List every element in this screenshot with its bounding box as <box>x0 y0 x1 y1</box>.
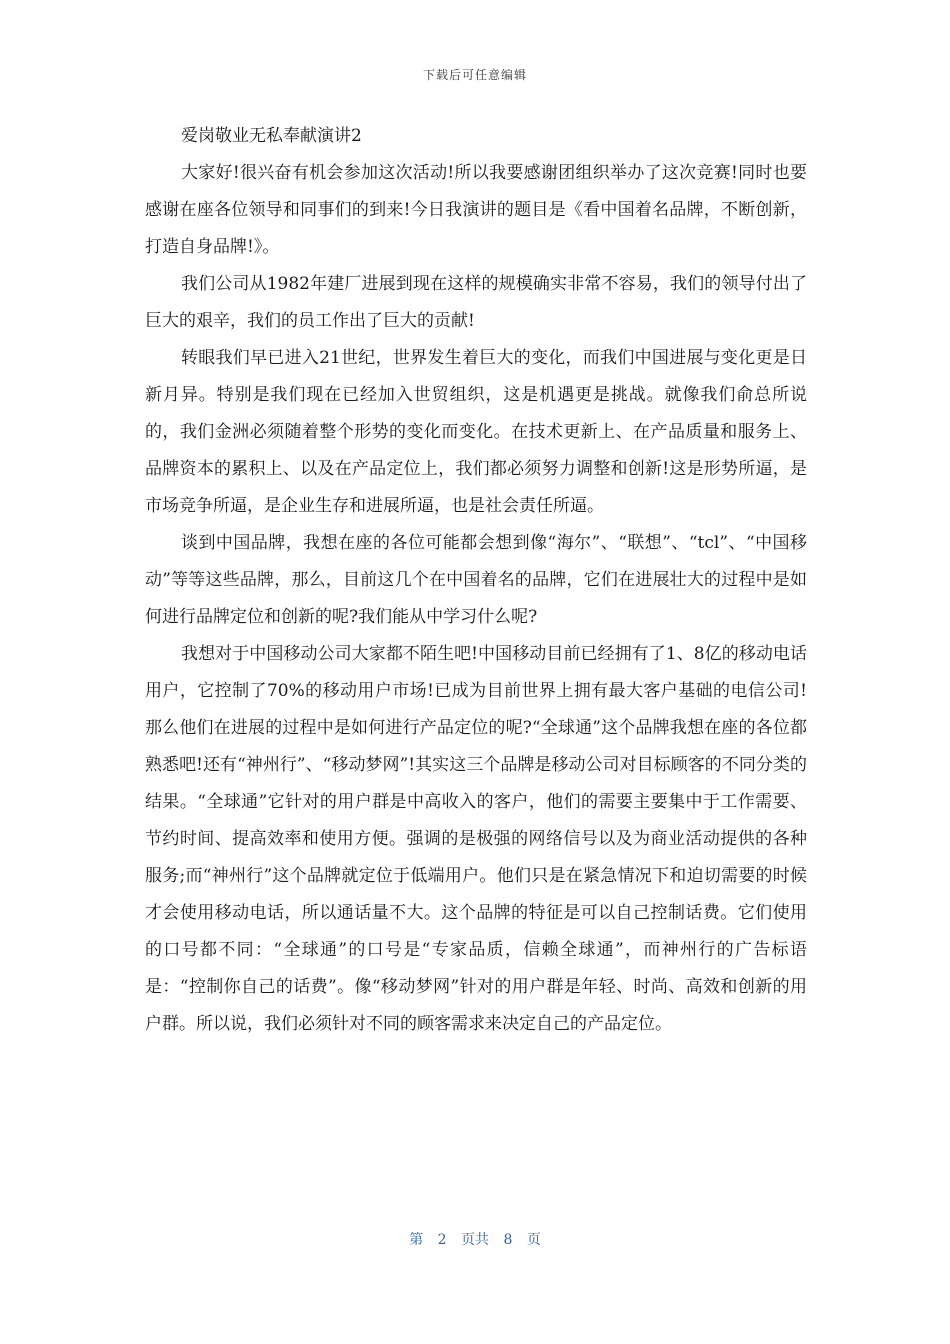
paragraph-1: 大家好!很兴奋有机会参加这次活动!所以我要感谢团组织举办了这次竞赛!同时也要感谢在座各位领导和同事们的到来!今日我演讲的题目是《看中国着名品牌，不断创新，打造自身品牌!》。 <box>145 163 807 257</box>
paragraph-2: 我们公司从1982年建厂进展到现在这样的规模确实非常不容易，我们的领导付出了巨大的艰辛，我们的员工作出了巨大的贡献! <box>145 274 807 331</box>
paragraph-5: 我想对于中国移动公司大家都不陌生吧!中国移动目前已经拥有了1、8亿的移动电话用户，它控制了70%的移动用户市场!已成为目前世界上拥有最大客户基础的电信公司!那么他们在进展的过程中是如何进行产品定位的呢?“全球通”这个品牌我想在座的各位都熟悉吧!还有“神州行”、“移动梦网”!其实这三个品牌是移动公司对目标顾客的不同分类的结果。“全球通”它针对的用户群是中高收入的客户，他们的需要主要集中于工作需要、节约时间、提高效率和使用方便。强调的是极强的网络信号以及为商业活动提供的各种服务;而“神州行”这个品牌就定位于低端用户。他们只是在紧急情况下和迫切需要的时候才会使用移动电话，所以通话量不大。这个品牌的特征是可以自己控制话费。它们使用的口号都不同：“全球通”的口号是“专家品质，信赖全球通”，而神州行的广告标语是：“控制你自己的话费”。像“移动梦网”针对的用户群是年轻、时尚、高效和创新的用户群。所以说，我们必须针对不同的顾客需求来决定自己的产品定位。 <box>145 644 807 1034</box>
paragraph-3: 转眼我们早已进入21世纪，世界发生着巨大的变化，而我们中国进展与变化更是日新月异。特别是我们现在已经加入世贸组织，这是机遇更是挑战。就像我们俞总所说的，我们金洲必须随着整个形势的变化而变化。在技术更新上、在产品质量和服务上、品牌资本的累积上、以及在产品定位上，我们都必须努力调整和创新!这是形势所逼，是市场竞争所逼，是企业生存和进展所逼，也是社会责任所逼。 <box>145 348 807 516</box>
footer-current-page: 2 <box>437 1232 447 1248</box>
footer-total-pages: 8 <box>503 1232 513 1248</box>
document-title: 爱岗敬业无私奉献演讲2 <box>181 126 362 146</box>
paragraph-4: 谈到中国品牌，我想在座的各位可能都会想到像“海尔”、“联想”、“tcl”、“中国移动”等等这些品牌，那么，目前这几个在中国着名的品牌，它们在进展壮大的过程中是如何进行品牌定位和创新的呢?我们能从中学习什么呢? <box>145 533 807 627</box>
page-number-footer <box>0 1229 950 1249</box>
footer-prefix: 第 <box>409 1232 424 1248</box>
document-body <box>145 118 807 1043</box>
footer-middle: 页共 <box>461 1232 489 1248</box>
footer-suffix: 页 <box>526 1232 541 1248</box>
page-header-note: 下载后可任意编辑 <box>422 68 527 82</box>
